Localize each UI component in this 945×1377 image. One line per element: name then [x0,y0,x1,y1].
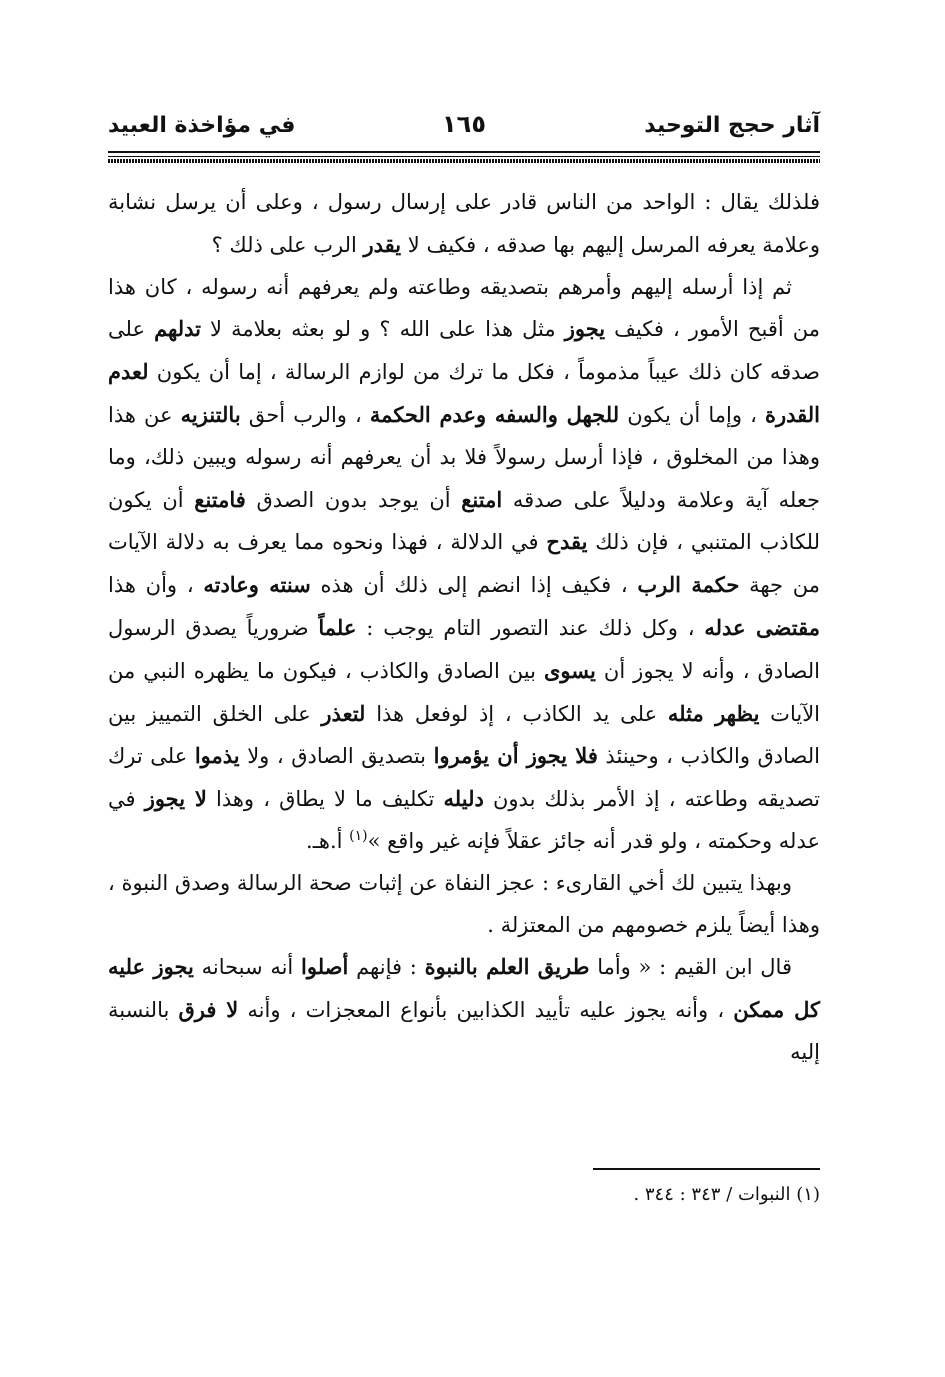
text-run: ، وأنه يجوز عليه تأييد الكذابين بأنواع المعجزات ، وأنه [238,998,734,1023]
bold-run: يظهر مثله [667,700,760,726]
bold-run: مقتضى عدله [704,614,820,640]
text-run: بتصديق الصادق ، ولا [239,744,434,769]
bold-run: يسوى [544,657,596,683]
chapter-title: في مؤاخذة العبيد [108,113,296,138]
page-number: ١٦٥ [442,110,486,138]
bold-run: لا فرق [178,997,239,1023]
bold-run: لتعذر [321,700,366,726]
bold-run: أصلوا [301,954,349,980]
bold-run: يقدح [546,529,588,555]
footnote-separator [593,1168,820,1170]
bold-run: يذموا [194,743,240,769]
footnote: (١) النبوات / ٣٤٣ : ٣٤٤ . [633,1184,820,1205]
text-run: أن يكون للكاذب المتنبي ، فإن ذلك [108,487,820,555]
bold-run: يجوز [564,316,606,342]
text-run: وبهذا يتبين لك أخي القارىء : عجز النفاة عن إثبات صحة الرسالة وصدق النبوة ، وهذا أيضاً يلزم خصومهم من المعتزلة . [108,870,820,937]
text-run: ، وكل ذلك عند التصور التام يوجب : [356,615,705,640]
text-run: أن يوجد بدون الصدق [245,487,462,512]
text-run: قال ابن القيم : « وأما [589,955,792,980]
bold-run: لا يجوز [144,786,207,812]
text-run: ضرورياً يصدق الرسول الصادق ، وأنه لا يجوز أن [108,615,820,683]
page-header [108,110,820,150]
paragraph-1 [108,182,820,267]
bold-run: فامتنع [194,486,246,512]
bold-run: حكمة الرب [637,572,740,598]
bold-run: طريق العلم بالنبوة [424,954,590,980]
text-run: : فإنهم [348,955,425,980]
text-run: عن هذا وهذا من المخلوق ، فإذا أرسل رسولاً فلا بد أن يعرفهم أنه رسوله ويبين ذلك، وما جعله آية وعلامة ودليلاً على صدقه [108,402,820,512]
bold-run: سنته وعادته [203,572,311,598]
text-run: بين الصادق والكاذب ، فيكون ما يظهره النبي من الآيات [108,658,820,726]
text-run: تكليف ما لا يطاق ، وهذا [206,787,444,812]
text-run: ، والرب أحق [240,402,370,427]
text-run: على يد الكاذب ، إذ لوفعل هذا [365,701,668,726]
text-run: على ترك تصديقه وطاعته ، إذ الأمر بذلك بدون [108,744,821,812]
text-run: في الدلالة ، فهذا ونحوه مما يعرف به دلالة الآيات من جهة [108,530,820,598]
text-run: الرب على ذلك ؟ [211,232,364,257]
bold-run: تدلهم [154,316,201,342]
text-run: مثل هذا على الله ؟ و لو بعثه بعلامة لا [200,317,565,342]
header-rule-thick [108,151,820,153]
text-run: على صدقه كان ذلك عيباً مذموماً ، فكل ما ترك من لوازم الرسالة ، إما أن يكون [108,317,820,385]
bold-run: دليله [443,786,484,812]
paragraph-2 [108,267,820,863]
text-run: في عدله وحكمته ، ولو قدر أنه جائز عقلاً فإنه غير واقع » [108,787,820,853]
bold-run: لعدم القدرة [108,359,820,427]
text-run: ، وإما أن يكون [619,402,765,427]
text-run: ثم إذا أرسله إليهم وأمرهم بتصديقه وطاعته ولم يعرفهم أنه رسوله ، كان هذا من أقبح الأمور ، فكيف [108,274,821,342]
bold-run: علماً [318,614,357,640]
footnote-reference[interactable]: (١) [349,827,368,844]
body-text [108,182,820,1074]
text-run: على الخلق التمييز بين الصادق والكاذب ، وحينئذ [108,701,820,769]
text-run: فلذلك يقال : الواحد من الناس قادر على إرسال رسول ، وعلى أن يرسل نشابة وعلامة يعرفه المرسل إليهم بها صدقه ، فكيف لا [108,190,820,257]
bold-run: للجهل والسفه وعدم الحكمة [369,401,620,427]
header-rule-decorative [108,159,820,163]
text-run: ، وأن هذا [108,573,204,598]
bold-run: فلا يجوز أن يؤمروا [433,743,598,769]
text-run: أنه سبحانه [193,955,302,980]
paragraph-3 [108,863,820,947]
text-run: بالنسبة إليه [108,998,820,1064]
paragraph-4 [108,946,820,1073]
bold-run: يقدر [363,231,402,257]
book-title: آثار حجج التوحيد [644,113,820,138]
text-run: أ.هـ. [306,828,350,853]
bold-run: بالتنزيه [180,401,241,427]
bold-run: يجوز عليه كل ممكن [108,954,820,1023]
header-rule-thin [108,156,820,157]
text-run: ، فكيف إذا انضم إلى ذلك أن هذه [310,573,638,598]
bold-run: امتنع [461,486,503,512]
